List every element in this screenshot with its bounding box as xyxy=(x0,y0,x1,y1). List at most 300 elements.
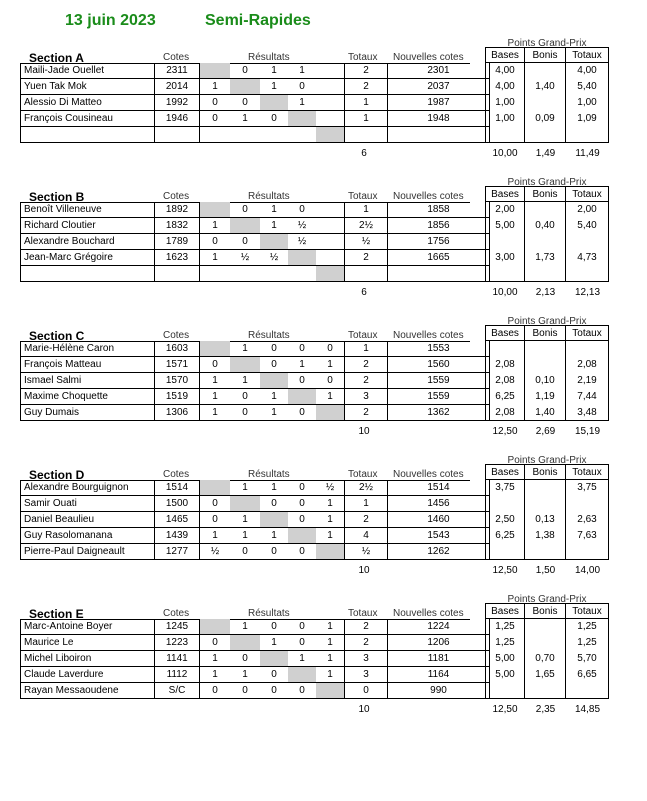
gp-bonis: 1,40 xyxy=(525,79,566,95)
table-row xyxy=(20,619,470,635)
table-row xyxy=(20,357,470,373)
table-row xyxy=(20,218,470,234)
player-cote: 1223 xyxy=(155,635,200,651)
result-cell: 1 xyxy=(316,512,345,528)
player-cote: 1946 xyxy=(155,111,200,127)
result-cell xyxy=(288,127,316,143)
result-cell: ½ xyxy=(260,250,288,266)
date-title: 13 juin 2023 xyxy=(65,12,156,29)
gp-title: Points Grand-Prix xyxy=(507,38,587,49)
player-name: Jean-Marc Grégoire xyxy=(20,250,155,266)
result-cell xyxy=(200,63,230,79)
gp-sum-total: 11,49 xyxy=(575,148,600,159)
table-row xyxy=(20,667,470,683)
player-total: 2 xyxy=(345,63,388,79)
gp-total: 5,40 xyxy=(566,79,609,95)
header-totaux: Totaux xyxy=(348,330,378,341)
section-total-sum: 6 xyxy=(361,148,367,159)
player-cote: 1245 xyxy=(155,619,200,635)
gp-bases: 5,00 xyxy=(485,651,525,667)
result-cell xyxy=(260,651,288,667)
section-name: Section E xyxy=(29,607,84,621)
player-name: Rayan Messaoudene xyxy=(20,683,155,699)
result-cell: ½ xyxy=(230,250,260,266)
result-cell xyxy=(230,496,260,512)
result-cell: 0 xyxy=(230,389,260,405)
gp-bases: 1,25 xyxy=(485,635,525,651)
result-cell: ½ xyxy=(288,234,316,250)
result-cell xyxy=(200,266,230,282)
gp-bonis: 1,19 xyxy=(525,389,566,405)
player-name: Richard Cloutier xyxy=(20,218,155,234)
player-total: 2 xyxy=(345,635,388,651)
result-cell: 0 xyxy=(200,234,230,250)
gp-bases xyxy=(485,544,525,560)
gp-sum-total: 15,19 xyxy=(574,426,601,437)
result-cell xyxy=(316,683,345,699)
player-name: François Cousineau xyxy=(20,111,155,127)
gp-total xyxy=(566,234,609,250)
result-cell xyxy=(316,127,345,143)
player-cote xyxy=(155,266,200,282)
player-total: 1 xyxy=(345,341,388,357)
player-total: 2 xyxy=(345,373,388,389)
result-cell: 1 xyxy=(230,373,260,389)
header-totaux: Totaux xyxy=(348,469,378,480)
result-cell: 1 xyxy=(288,63,316,79)
result-cell xyxy=(316,234,345,250)
result-cell: 1 xyxy=(230,512,260,528)
result-cell: 1 xyxy=(288,95,316,111)
player-total: 3 xyxy=(345,389,388,405)
result-cell xyxy=(260,234,288,250)
gp-header-bases: Bases xyxy=(485,186,525,202)
header-resultats: Résultats xyxy=(248,330,290,341)
new-cote: 1948 xyxy=(388,111,490,127)
result-cell xyxy=(200,341,230,357)
gp-sum-bases: 10,00 xyxy=(492,287,518,298)
table-row xyxy=(20,95,470,111)
player-total: 3 xyxy=(345,651,388,667)
result-cell: 0 xyxy=(230,63,260,79)
result-cell: 0 xyxy=(288,496,316,512)
table-row xyxy=(20,651,470,667)
player-total: 2 xyxy=(345,405,388,421)
table-row xyxy=(20,266,470,282)
result-cell: 1 xyxy=(316,667,345,683)
result-cell xyxy=(316,250,345,266)
table-row xyxy=(20,79,470,95)
player-name: François Matteau xyxy=(20,357,155,373)
result-cell: 1 xyxy=(230,111,260,127)
gp-total: 5,70 xyxy=(566,651,609,667)
section-name: Section C xyxy=(29,329,85,343)
result-cell: 0 xyxy=(260,357,288,373)
gp-sum-total: 12,13 xyxy=(574,287,601,298)
result-cell: 1 xyxy=(260,635,288,651)
player-cote: 1465 xyxy=(155,512,200,528)
result-cell: 1 xyxy=(200,651,230,667)
player-name: Ismael Salmi xyxy=(20,373,155,389)
gp-bases: 5,00 xyxy=(485,667,525,683)
gp-bonis xyxy=(525,544,566,560)
result-cell: 1 xyxy=(260,405,288,421)
result-cell xyxy=(316,95,345,111)
player-total: 2 xyxy=(345,79,388,95)
result-cell: 1 xyxy=(200,405,230,421)
gp-total xyxy=(566,266,609,282)
header-nouvelles: Nouvelles cotes xyxy=(393,191,464,202)
result-cell: 0 xyxy=(288,512,316,528)
player-cote: 1519 xyxy=(155,389,200,405)
result-cell: 0 xyxy=(260,667,288,683)
result-cell: 1 xyxy=(200,528,230,544)
result-cell: 1 xyxy=(316,357,345,373)
result-cell: 0 xyxy=(200,357,230,373)
player-cote: 2014 xyxy=(155,79,200,95)
gp-total: 3,75 xyxy=(566,480,609,496)
result-cell: 1 xyxy=(230,480,260,496)
player-cote: 1603 xyxy=(155,341,200,357)
table-row xyxy=(20,202,470,218)
new-cote: 990 xyxy=(388,683,490,699)
result-cell xyxy=(260,373,288,389)
header-cotes: Cotes xyxy=(163,52,190,63)
player-total: 1 xyxy=(345,95,388,111)
player-name: Benoît Villeneuve xyxy=(20,202,155,218)
result-cell: 0 xyxy=(230,234,260,250)
result-cell: 0 xyxy=(200,496,230,512)
header-totaux: Totaux xyxy=(348,52,378,63)
section-name: Section B xyxy=(29,190,85,204)
section-total-sum: 10 xyxy=(358,426,370,437)
result-cell: 0 xyxy=(260,544,288,560)
section-5 xyxy=(0,592,647,717)
player-name: Marc-Antoine Boyer xyxy=(20,619,155,635)
result-cell xyxy=(260,127,288,143)
gp-bonis xyxy=(525,357,566,373)
new-cote: 2301 xyxy=(388,63,490,79)
table-row xyxy=(20,63,470,79)
result-cell: 0 xyxy=(288,373,316,389)
header-nouvelles: Nouvelles cotes xyxy=(393,608,464,619)
gp-total: 4,73 xyxy=(566,250,609,266)
table-row xyxy=(20,528,470,544)
gp-total: 1,25 xyxy=(566,635,609,651)
result-cell xyxy=(260,512,288,528)
gp-sum-total: 14,85 xyxy=(574,704,601,715)
gp-bases: 5,00 xyxy=(485,218,525,234)
result-cell: 1 xyxy=(288,357,316,373)
new-cote xyxy=(388,266,490,282)
player-cote: 1623 xyxy=(155,250,200,266)
gp-header-bonis: Bonis xyxy=(525,47,566,63)
gp-bonis: 1,73 xyxy=(525,250,566,266)
player-cote: 1514 xyxy=(155,480,200,496)
result-cell xyxy=(288,667,316,683)
player-cote: 1571 xyxy=(155,357,200,373)
result-cell: 0 xyxy=(288,79,316,95)
result-cell xyxy=(230,79,260,95)
gp-bonis: 1,40 xyxy=(525,405,566,421)
gp-bases: 2,08 xyxy=(485,357,525,373)
gp-bases: 4,00 xyxy=(485,79,525,95)
result-cell: 1 xyxy=(230,667,260,683)
player-name: Maili-Jade Ouellet xyxy=(20,63,155,79)
header-cotes: Cotes xyxy=(163,191,190,202)
result-cell xyxy=(260,95,288,111)
header-totaux: Totaux xyxy=(348,191,378,202)
gp-header-totaux: Totaux xyxy=(566,47,609,63)
player-cote: 1306 xyxy=(155,405,200,421)
header-resultats: Résultats xyxy=(248,191,290,202)
result-cell: 0 xyxy=(260,496,288,512)
gp-bonis xyxy=(525,480,566,496)
gp-bonis: 1,38 xyxy=(525,528,566,544)
table-row xyxy=(20,480,470,496)
gp-bases: 3,75 xyxy=(485,480,525,496)
gp-total xyxy=(566,341,609,357)
result-cell: 0 xyxy=(288,341,316,357)
result-cell: 0 xyxy=(200,683,230,699)
section-2 xyxy=(0,175,647,300)
gp-total xyxy=(566,544,609,560)
table-row xyxy=(20,250,470,266)
result-cell xyxy=(288,266,316,282)
table-row xyxy=(20,635,470,651)
result-cell: 1 xyxy=(316,496,345,512)
result-cell: 0 xyxy=(200,512,230,528)
result-cell xyxy=(316,266,345,282)
player-cote: 1570 xyxy=(155,373,200,389)
gp-header-bases: Bases xyxy=(485,325,525,341)
player-cote: 1892 xyxy=(155,202,200,218)
result-cell: 1 xyxy=(260,480,288,496)
gp-header-bases: Bases xyxy=(485,47,525,63)
result-cell: 1 xyxy=(260,528,288,544)
new-cote: 1560 xyxy=(388,357,490,373)
section-name: Section A xyxy=(29,51,84,65)
gp-bases: 2,50 xyxy=(485,512,525,528)
player-total: 3 xyxy=(345,667,388,683)
new-cote: 1164 xyxy=(388,667,490,683)
result-cell: 1 xyxy=(200,373,230,389)
result-cell: 1 xyxy=(260,218,288,234)
new-cote: 1514 xyxy=(388,480,490,496)
result-cell xyxy=(316,79,345,95)
result-cell: 0 xyxy=(230,544,260,560)
gp-bonis xyxy=(525,95,566,111)
new-cote: 1559 xyxy=(388,373,490,389)
result-cell: 0 xyxy=(230,683,260,699)
player-name xyxy=(20,127,155,143)
gp-bases xyxy=(485,496,525,512)
gp-sum-bases: 12,50 xyxy=(492,704,518,715)
result-cell: 1 xyxy=(200,389,230,405)
result-cell xyxy=(200,127,230,143)
player-total: 4 xyxy=(345,528,388,544)
gp-sum-bonis: 1,50 xyxy=(535,565,556,576)
player-cote: 1789 xyxy=(155,234,200,250)
player-name: Samir Ouati xyxy=(20,496,155,512)
player-cote: 1832 xyxy=(155,218,200,234)
player-name xyxy=(20,266,155,282)
player-total: 1 xyxy=(345,111,388,127)
result-cell: 0 xyxy=(316,373,345,389)
result-cell: ½ xyxy=(316,480,345,496)
result-cell: 1 xyxy=(260,202,288,218)
gp-bonis xyxy=(525,234,566,250)
gp-total: 1,09 xyxy=(566,111,609,127)
header-cotes: Cotes xyxy=(163,469,190,480)
gp-sum-bonis: 2,35 xyxy=(535,704,556,715)
new-cote: 1181 xyxy=(388,651,490,667)
header-resultats: Résultats xyxy=(248,52,290,63)
player-cote: 1277 xyxy=(155,544,200,560)
table-row xyxy=(20,127,470,143)
result-cell: 0 xyxy=(288,480,316,496)
player-name: Alessio Di Matteo xyxy=(20,95,155,111)
gp-sum-total: 14,00 xyxy=(574,565,601,576)
gp-total xyxy=(566,496,609,512)
gp-bonis xyxy=(525,635,566,651)
gp-header-bases: Bases xyxy=(485,464,525,480)
result-cell: 1 xyxy=(200,79,230,95)
gp-bases: 2,00 xyxy=(485,202,525,218)
result-cell xyxy=(230,266,260,282)
header-nouvelles: Nouvelles cotes xyxy=(393,52,464,63)
gp-header-bonis: Bonis xyxy=(525,325,566,341)
gp-total: 3,48 xyxy=(566,405,609,421)
player-cote: 1500 xyxy=(155,496,200,512)
player-cote: 1141 xyxy=(155,651,200,667)
gp-bonis xyxy=(525,341,566,357)
player-total xyxy=(345,266,388,282)
result-cell: 0 xyxy=(230,202,260,218)
section-total-sum: 6 xyxy=(361,287,367,298)
section-name: Section D xyxy=(29,468,85,482)
player-name: Alexandre Bourguignon xyxy=(20,480,155,496)
result-cell xyxy=(230,218,260,234)
new-cote: 2037 xyxy=(388,79,490,95)
section-total-sum: 10 xyxy=(358,565,370,576)
header-nouvelles: Nouvelles cotes xyxy=(393,330,464,341)
player-total: ½ xyxy=(345,234,388,250)
result-cell: ½ xyxy=(288,218,316,234)
result-cell: 1 xyxy=(316,389,345,405)
gp-title: Points Grand-Prix xyxy=(507,455,587,466)
result-cell: 1 xyxy=(288,651,316,667)
player-total: 1 xyxy=(345,202,388,218)
gp-total: 2,08 xyxy=(566,357,609,373)
header-cotes: Cotes xyxy=(163,608,190,619)
gp-bonis xyxy=(525,127,566,143)
gp-bonis xyxy=(525,496,566,512)
result-cell xyxy=(200,202,230,218)
result-cell: 0 xyxy=(200,635,230,651)
gp-sum-bonis: 2,69 xyxy=(535,426,556,437)
gp-bonis: 0,10 xyxy=(525,373,566,389)
table-row xyxy=(20,234,470,250)
player-name: Pierre-Paul Daigneault xyxy=(20,544,155,560)
gp-header-totaux: Totaux xyxy=(566,464,609,480)
result-cell: 0 xyxy=(260,619,288,635)
new-cote: 1206 xyxy=(388,635,490,651)
gp-bases xyxy=(485,127,525,143)
player-name: Marie-Hélène Caron xyxy=(20,341,155,357)
player-total: 0 xyxy=(345,683,388,699)
gp-header-bonis: Bonis xyxy=(525,603,566,619)
player-name: Maurice Le xyxy=(20,635,155,651)
gp-total xyxy=(566,127,609,143)
gp-bases: 6,25 xyxy=(485,528,525,544)
gp-header-totaux: Totaux xyxy=(566,603,609,619)
table-row xyxy=(20,496,470,512)
section-1 xyxy=(0,36,647,161)
result-cell xyxy=(200,480,230,496)
gp-sum-bases: 12,50 xyxy=(492,565,518,576)
result-cell: 1 xyxy=(260,389,288,405)
new-cote: 1756 xyxy=(388,234,490,250)
player-cote: 2311 xyxy=(155,63,200,79)
gp-header-bases: Bases xyxy=(485,603,525,619)
result-cell xyxy=(316,544,345,560)
player-total: 2 xyxy=(345,512,388,528)
gp-bases: 6,25 xyxy=(485,389,525,405)
gp-bases xyxy=(485,266,525,282)
result-cell xyxy=(288,528,316,544)
result-cell: 1 xyxy=(260,79,288,95)
player-name: Guy Rasolomanana xyxy=(20,528,155,544)
player-name: Daniel Beaulieu xyxy=(20,512,155,528)
gp-total: 1,25 xyxy=(566,619,609,635)
gp-total xyxy=(566,683,609,699)
player-total: 2 xyxy=(345,250,388,266)
table-row xyxy=(20,389,470,405)
gp-title: Points Grand-Prix xyxy=(507,177,587,188)
gp-sum-bonis: 1,49 xyxy=(535,148,556,159)
header-cotes: Cotes xyxy=(163,330,190,341)
result-cell: 0 xyxy=(260,111,288,127)
gp-bases: 3,00 xyxy=(485,250,525,266)
result-cell: 0 xyxy=(230,651,260,667)
table-row xyxy=(20,373,470,389)
header-resultats: Résultats xyxy=(248,469,290,480)
gp-bases xyxy=(485,683,525,699)
gp-total: 5,40 xyxy=(566,218,609,234)
result-cell: 0 xyxy=(288,544,316,560)
result-cell: 0 xyxy=(288,619,316,635)
new-cote: 1362 xyxy=(388,405,490,421)
gp-header-bonis: Bonis xyxy=(525,464,566,480)
result-cell: 0 xyxy=(288,635,316,651)
event-title: Semi-Rapides xyxy=(205,12,311,29)
player-total: 2 xyxy=(345,357,388,373)
player-total xyxy=(345,127,388,143)
new-cote: 1460 xyxy=(388,512,490,528)
result-cell: 1 xyxy=(230,341,260,357)
result-cell: 0 xyxy=(260,683,288,699)
player-name: Yuen Tak Mok xyxy=(20,79,155,95)
gp-bases xyxy=(485,341,525,357)
result-cell xyxy=(288,389,316,405)
result-cell: 1 xyxy=(260,63,288,79)
player-name: Claude Laverdure xyxy=(20,667,155,683)
gp-bases: 1,00 xyxy=(485,111,525,127)
gp-total: 7,44 xyxy=(566,389,609,405)
result-cell xyxy=(288,250,316,266)
gp-header-bonis: Bonis xyxy=(525,186,566,202)
